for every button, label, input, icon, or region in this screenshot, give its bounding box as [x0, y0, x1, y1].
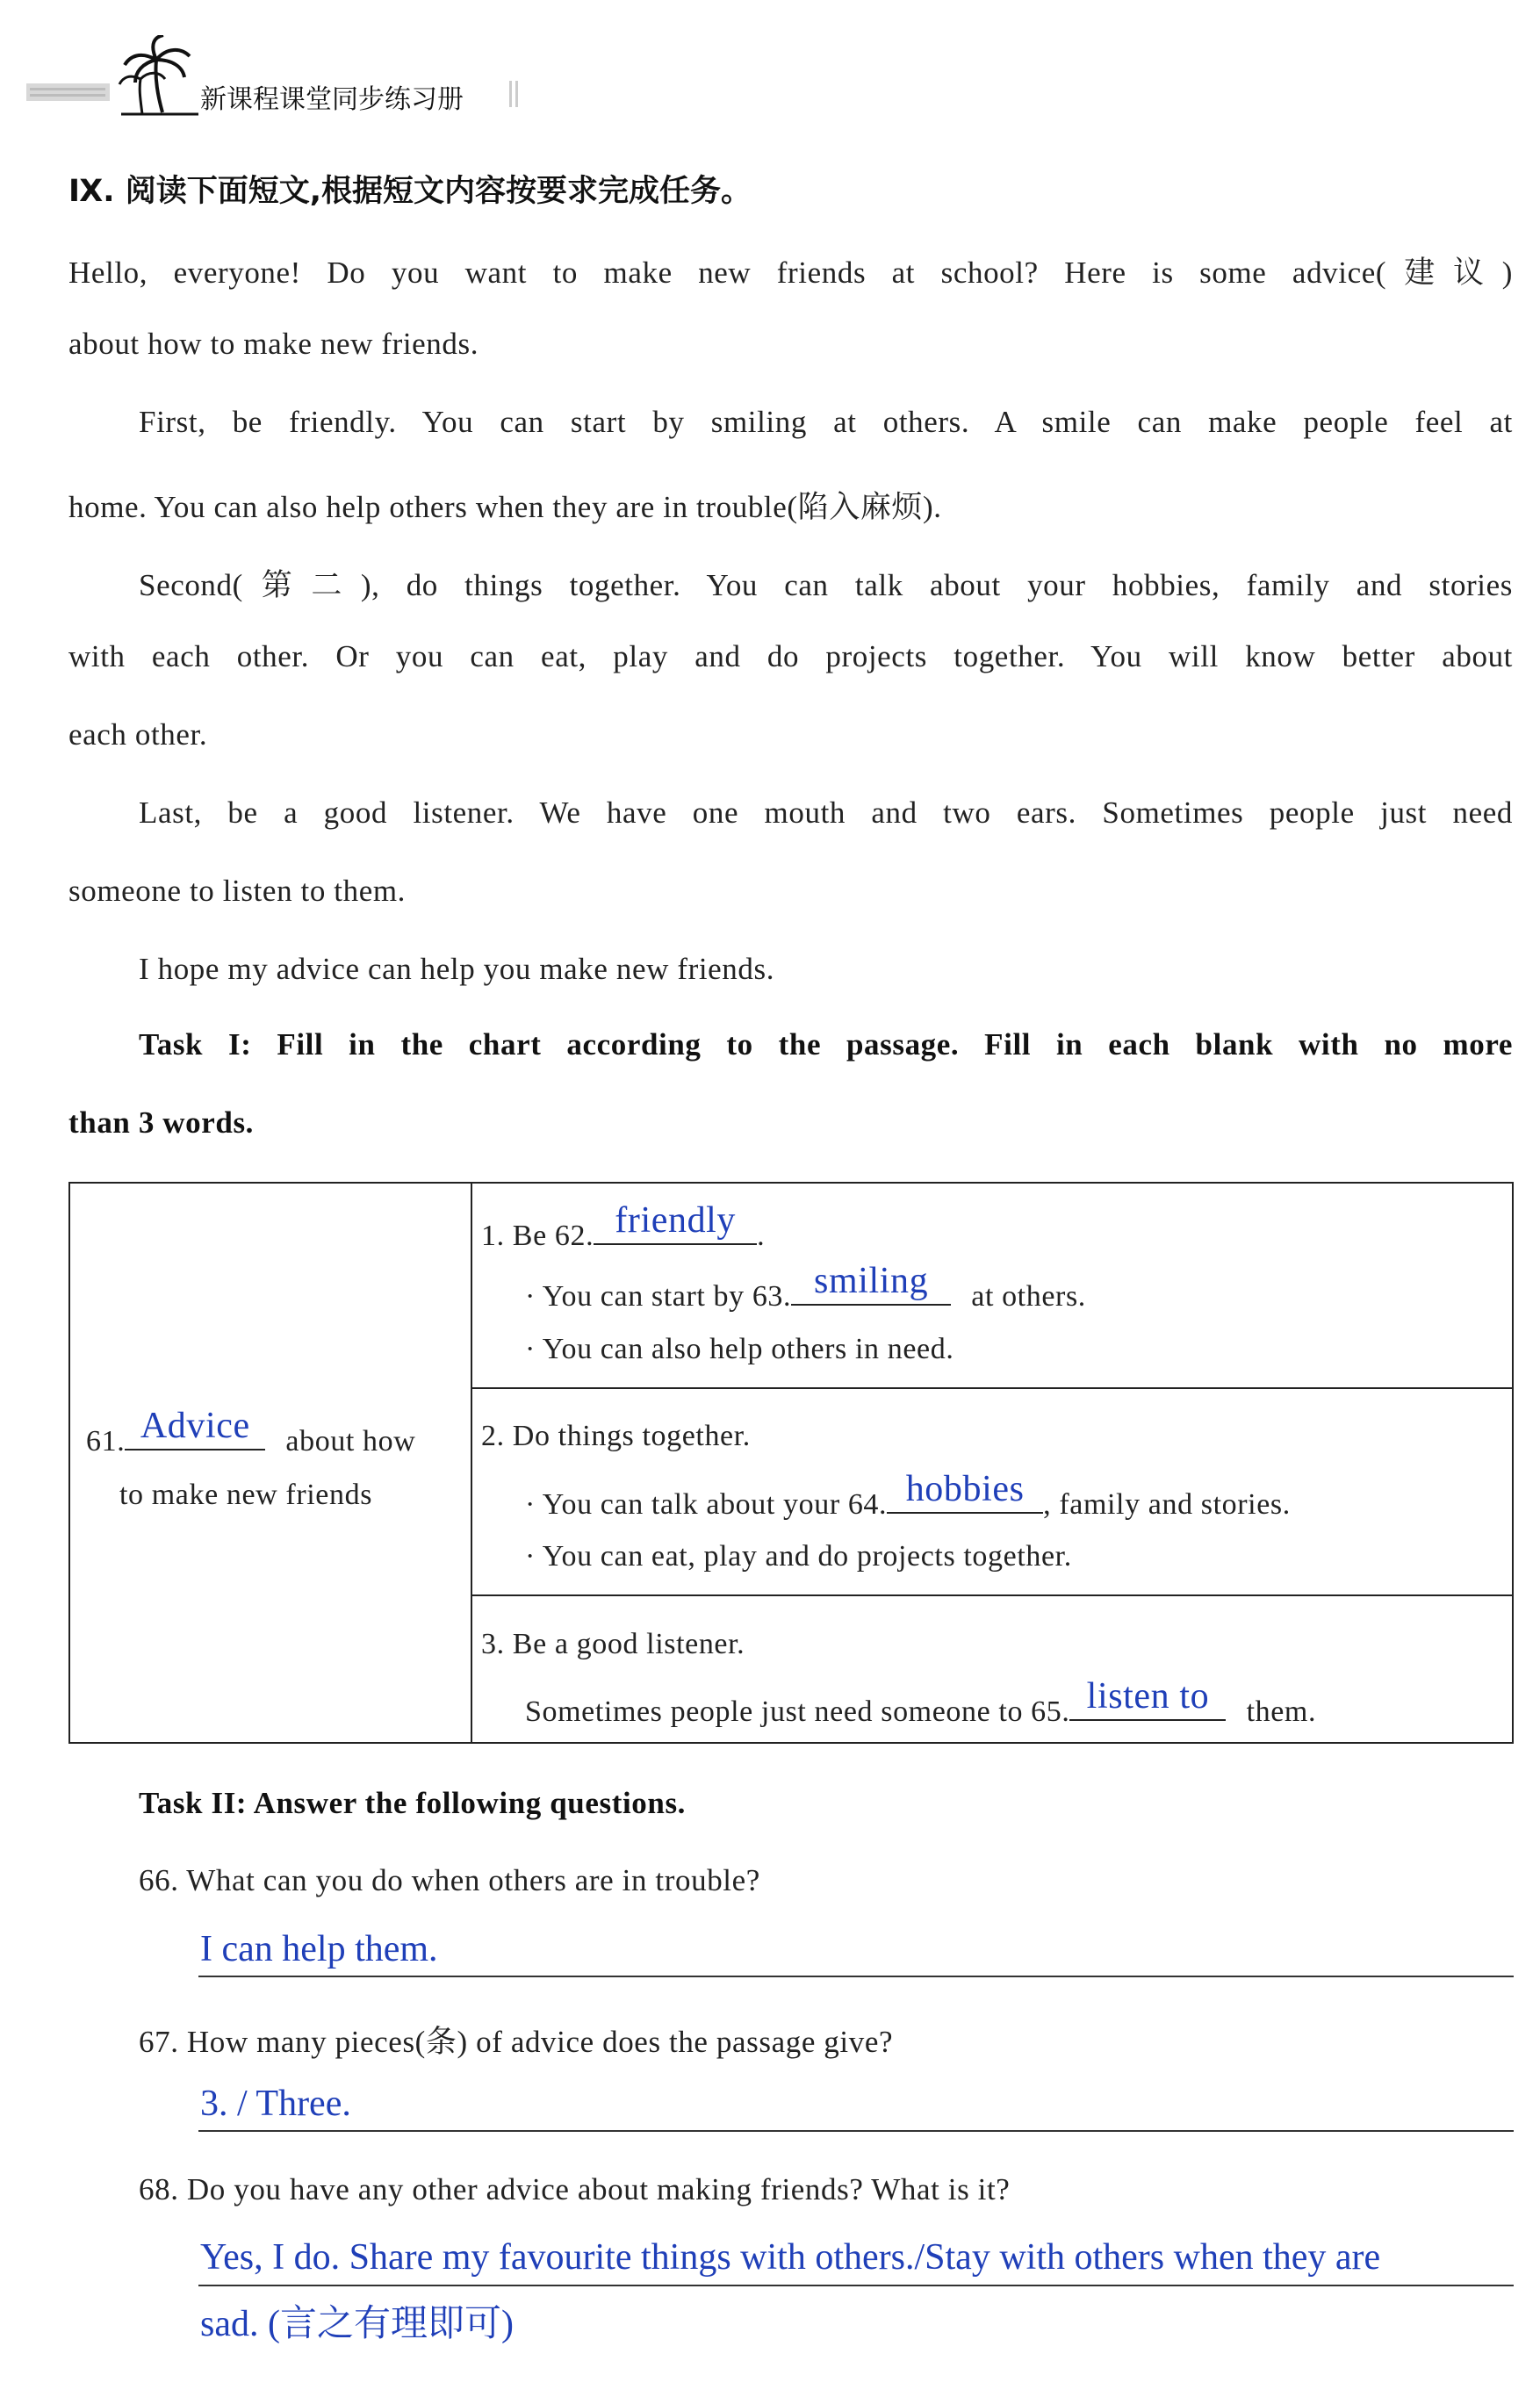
blank-65[interactable] — [1069, 1676, 1226, 1721]
answer-68-line2[interactable]: sad. (言之有理即可) — [200, 2304, 514, 2344]
blank-number-61: 61. — [86, 1425, 126, 1458]
passage-line: someone to listen to them. — [68, 874, 407, 908]
passage-line: I hope my advice can help you make new friends. — [139, 952, 775, 986]
answer-68-line1[interactable]: Yes, I do. Share my favourite things with others./Stay with others when they are — [200, 2237, 1381, 2278]
row1-bullet1-text: · You can start by 63. — [525, 1280, 792, 1313]
row3-line — [525, 1676, 1317, 1729]
chart-row-1 — [481, 1200, 766, 1253]
row2-title: 2. Do things together. — [481, 1420, 751, 1452]
answer-64: hobbies — [905, 1469, 1025, 1509]
book-title: 新课程课堂同步练习册 — [200, 84, 464, 115]
passage-line: Second(第二), do things together. You can talk about your hobbies, family and stories — [139, 568, 1513, 602]
passage-line: home. You can also help others when they are in trouble(陷入麻烦). — [68, 490, 942, 524]
row2-bullet1-suffix: , family and stories. — [1043, 1488, 1291, 1521]
answer-66[interactable]: I can help them. — [200, 1929, 438, 1969]
task1-instruction: Task I: Fill in the chart according to the passage. Fill in each blank with no more — [139, 1027, 1513, 1062]
answer-63: smiling — [814, 1261, 929, 1301]
row3-text: Sometimes people just need someone to 65. — [525, 1695, 1070, 1728]
palm-tree-logo — [26, 35, 202, 119]
row1-bullet1-suffix: at others. — [971, 1280, 1086, 1313]
answer-68-line — [198, 2285, 1514, 2286]
section-heading: Ⅸ. 阅读下面短文,根据短文内容按要求完成任务。 — [68, 174, 752, 209]
left-cell-text-line2: to make new friends — [119, 1479, 373, 1511]
row1-suffix: . — [757, 1220, 766, 1252]
chart-row-divider — [471, 1594, 1514, 1596]
header-divider-icon — [509, 81, 520, 107]
passage-line: Hello, everyone! Do you want to make new friends at school? Here is some advice(建议) — [68, 256, 1513, 290]
answer-67[interactable]: 3. / Three. — [200, 2084, 351, 2124]
passage-line: about how to make new friends. — [68, 327, 479, 361]
answer-62: friendly — [615, 1200, 737, 1241]
row2-bullet-2: · You can eat, play and do projects together. — [525, 1540, 1072, 1573]
answer-66-line — [198, 1976, 1514, 1977]
left-cell-text: about how — [285, 1425, 416, 1458]
blank-64[interactable] — [887, 1469, 1043, 1514]
blank-61[interactable] — [125, 1406, 265, 1450]
chart-left-cell — [86, 1406, 416, 1458]
row2-bullet1-text: · You can talk about your 64. — [525, 1488, 888, 1521]
chart-divider — [471, 1182, 472, 1744]
passage-line: each other. — [68, 717, 208, 752]
row1-bullet-1 — [525, 1261, 1086, 1314]
row1-bullet-2: · You can also help others in need. — [525, 1333, 954, 1365]
row2-bullet-1 — [525, 1469, 1291, 1522]
answer-61: Advice — [140, 1406, 250, 1446]
blank-62[interactable] — [594, 1200, 757, 1245]
answer-67-line — [198, 2130, 1514, 2132]
row3-title: 3. Be a good listener. — [481, 1628, 745, 1660]
passage-line: with each other. Or you can eat, play and do projects together. You will know better about — [68, 639, 1513, 673]
answer-65: listen to — [1086, 1676, 1210, 1717]
chart-row-divider — [471, 1387, 1514, 1389]
task2-instruction: Task II: Answer the following questions. — [139, 1786, 687, 1820]
task1-instruction-cont: than 3 words. — [68, 1105, 255, 1140]
question-67: 67. How many pieces(条) of advice does the passage give? — [139, 2025, 894, 2059]
question-68: 68. Do you have any other advice about making friends? What is it? — [139, 2172, 1011, 2206]
passage-line: First, be friendly. You can start by smiling at others. A smile can make people feel at — [139, 405, 1513, 439]
row1-label: 1. Be 62. — [481, 1220, 594, 1252]
row3-suffix: them. — [1246, 1695, 1317, 1728]
question-66: 66. What can you do when others are in trouble? — [139, 1863, 760, 1897]
passage-line: Last, be a good listener. We have one mouth and two ears. Sometimes people just need — [139, 795, 1513, 830]
blank-63[interactable] — [791, 1261, 951, 1306]
